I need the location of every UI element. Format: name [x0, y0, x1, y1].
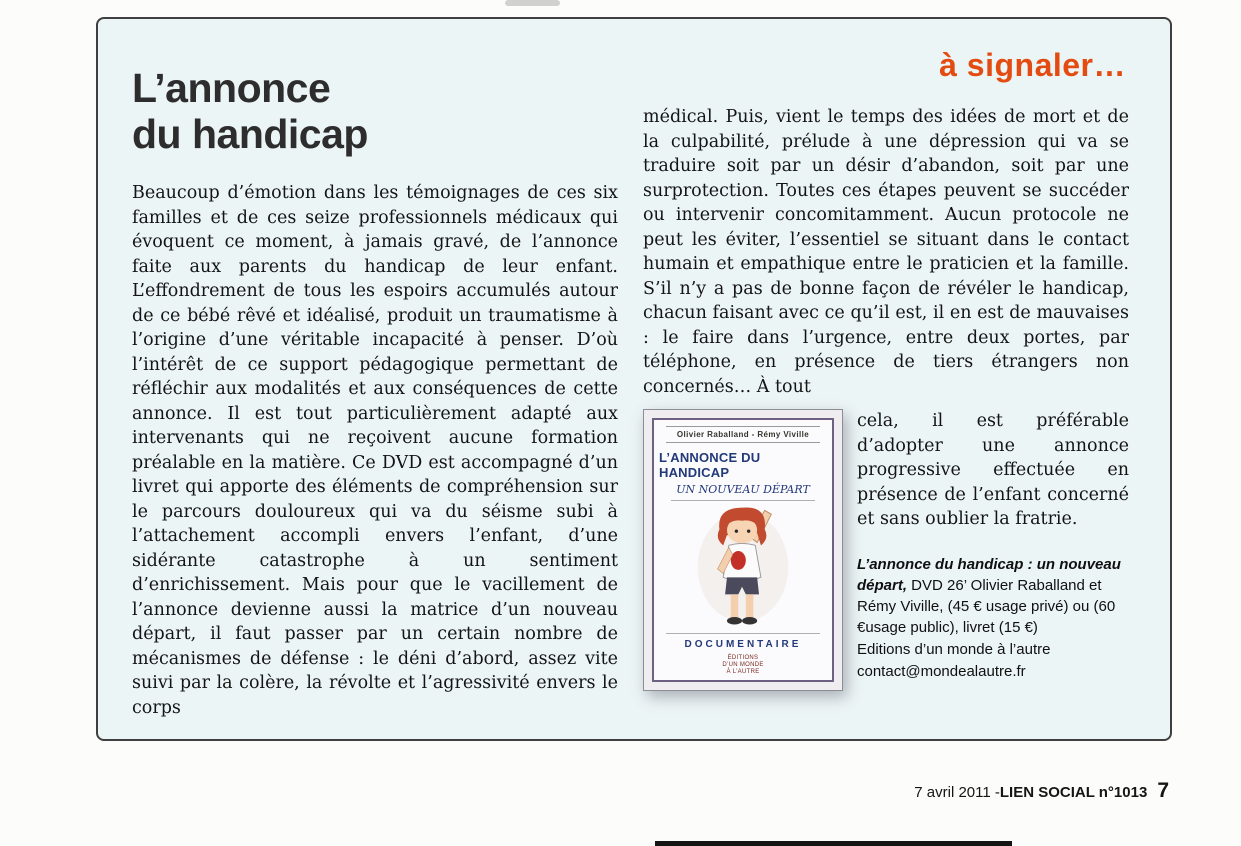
article-title — [132, 65, 618, 157]
media-row — [643, 409, 1129, 691]
footer-page-number: 7 — [1157, 779, 1169, 802]
dvd-subtitle: UN NOUVEAU DÉPART — [671, 483, 815, 501]
beside-cover — [857, 409, 1129, 691]
dvd-publisher-logo — [722, 655, 763, 676]
dvd-cover-inner — [652, 418, 834, 682]
article-frame — [96, 17, 1172, 741]
dvd-cover — [643, 409, 843, 691]
article-columns — [132, 19, 1136, 720]
scan-artifact — [505, 0, 560, 6]
dvd-caption — [857, 554, 1129, 682]
dvd-authors: Olivier Raballand - Rémy Viville — [666, 426, 821, 443]
caption-contact-email: contact@mondealautre.fr — [857, 662, 1026, 680]
caption-details: DVD 26’ Olivier Raballand et Rémy Viville, (45 € usage privé) ou (60 €usage public), livret (15 €) — [857, 576, 1116, 636]
article-body-right: médical. Puis, vient le temps des idées de mort et de la culpabilité, prélude à une dépression qui va se traduire soit par un désir d’abandon, soit par une surprotection. Toutes ces étapes peuvent se succéder ou intervenir concomitamment. Aucun protocole ne peut les éviter, l’essentiel se situant dans le contact humain et empathique entre le praticien et la famille. S’il n’y a pas de bonne façon de révéler le handicap, chacun faisant avec ce qu’il est, il en est de mauvaises : le faire dans l’urgence, entre deux portes, par téléphone, en présence de tiers étrangers non concernés… À tout — [643, 107, 1129, 397]
scan-artifact — [655, 841, 1012, 846]
caption-title: L’annonce du handicap : un nouveau départ, — [857, 555, 1121, 594]
dvd-publisher-line: D’UN MONDE — [722, 662, 764, 668]
page-footer — [914, 779, 1169, 803]
dvd-publisher-line: À L’AUTRE — [726, 669, 760, 675]
dvd-publisher-line: ÉDITIONS — [727, 655, 759, 661]
dvd-title: L’ANNONCE DU HANDICAP — [659, 450, 761, 480]
article-body-wrap: cela, il est préférable d’adopter une annonce progressive effectuée en présence de l’enfant concerné et sans oublier la fratrie. — [857, 411, 1129, 529]
dvd-genre: DOCUMENTAIRE — [666, 633, 821, 652]
child-illustration-icon — [687, 501, 799, 633]
left-column — [132, 19, 618, 720]
caption-publisher: Editions d’un monde à l’autre — [857, 640, 1051, 658]
article-body-left: Beaucoup d’émotion dans les témoignages de ces six familles et de ces seize professionnels médicaux qui évoquent ce moment, à jamais gravé, de l’annonce faite aux parents du handicap de leur enfant. L’effondrement de tous les espoirs accumulés autour de ce bébé rêvé et idéalisé, produit un traumatisme à l’origine d’une véritable incapacité à penser. D’où l’intérêt de ce support pédagogique permettant de réfléchir aux modalités et aux conséquences de cette annonce. Il est tout particulièrement adapté aux intervenants qui ne reçoivent aucune formation préalable en la matière. Ce DVD est accompagné d’un livret qui apporte des éléments de compréhension sur le parcours douloureux qui va du séisme subi à l’attachement accompli envers l’enfant, d’une sidérante catastrophe à un sentiment d’enrichissement. Mais pour que le vacillement de l’annonce devienne aussi la matrice d’un nouveau départ, il faut passer par un certain nombre de mécanismes de défense : le déni d’abord, assez vite suivi par la colère, la révolte et l’agressivité envers le corps — [132, 183, 618, 718]
footer-magazine-issue: LIEN SOCIAL n°1013 — [999, 784, 1148, 801]
dvd-cover-illustration — [659, 501, 827, 633]
section-label: à signaler… — [939, 47, 1126, 83]
article-title-line1: L’annonce — [132, 65, 331, 111]
article-title-line2: du handicap — [132, 111, 368, 157]
right-column — [643, 19, 1129, 720]
footer-date: 7 avril 2011 - — [914, 784, 1000, 801]
